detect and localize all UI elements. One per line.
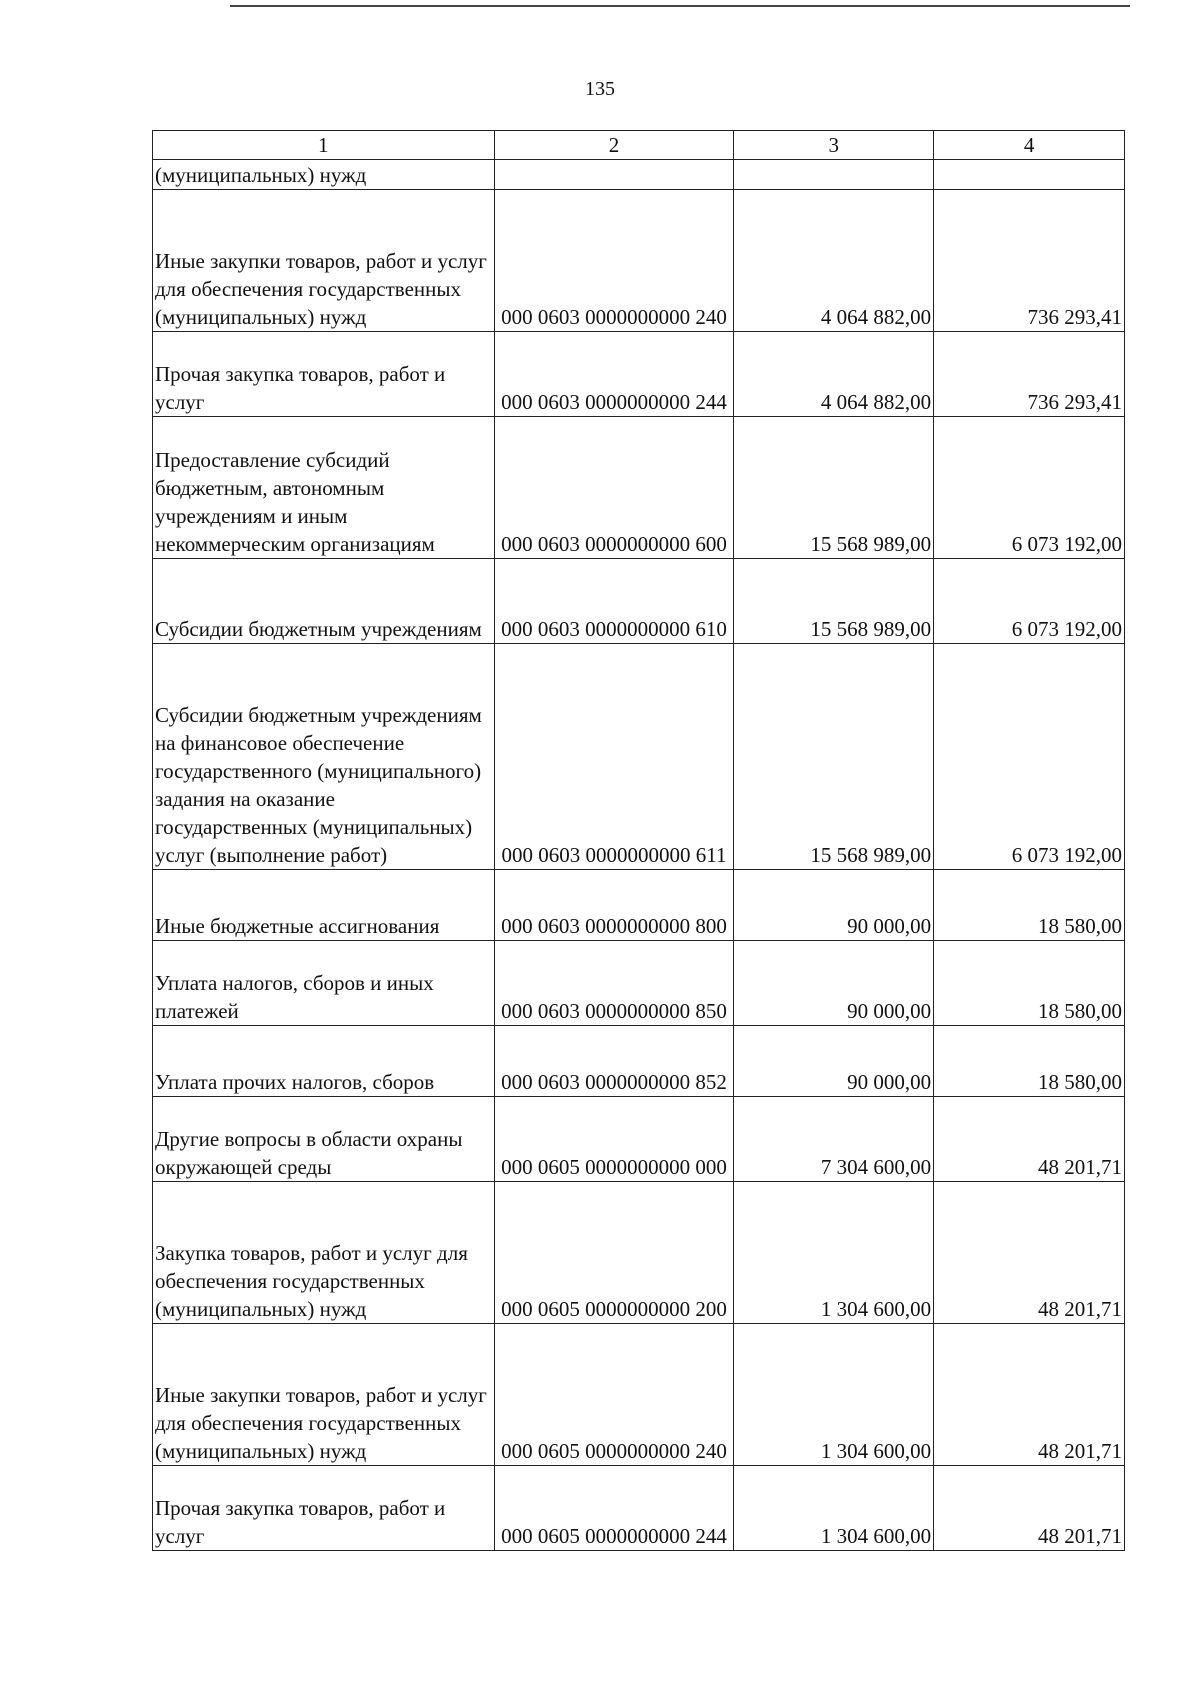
row-col4-value: 48 201,71 [934,1466,1125,1551]
row-col4-value [934,160,1125,190]
row-col4-value: 18 580,00 [934,870,1125,941]
row-name: Иные бюджетные ассигнования [153,870,495,941]
row-col3-value [734,160,934,190]
table-row [153,160,1125,190]
column-header: 1 [153,131,495,160]
row-col4-value: 18 580,00 [934,941,1125,1026]
row-name: Прочая закупка товаров, работ и услуг [153,1466,495,1551]
row-code: 000 0603 0000000000 611 [494,644,734,870]
column-header: 4 [934,131,1125,160]
row-name: Иные закупки товаров, работ и услуг для обеспечения государственных (муниципальных) нужд [153,190,495,332]
row-name: (муниципальных) нужд [153,160,495,190]
row-code: 000 0603 0000000000 600 [494,417,734,559]
row-name: Субсидии бюджетным учреждениям [153,559,495,644]
table-row [153,1182,1125,1324]
row-col4-value: 736 293,41 [934,190,1125,332]
table-row [153,1324,1125,1466]
row-code: 000 0603 0000000000 850 [494,941,734,1026]
row-col3-value: 1 304 600,00 [734,1466,934,1551]
column-header: 2 [494,131,734,160]
row-col3-value: 15 568 989,00 [734,417,934,559]
column-header: 3 [734,131,934,160]
table-row [153,190,1125,332]
row-code [494,160,734,190]
row-code: 000 0605 0000000000 000 [494,1097,734,1182]
row-col3-value: 7 304 600,00 [734,1097,934,1182]
row-name: Прочая закупка товаров, работ и услуг [153,332,495,417]
row-col4-value: 6 073 192,00 [934,644,1125,870]
row-col3-value: 4 064 882,00 [734,332,934,417]
row-col4-value: 18 580,00 [934,1026,1125,1097]
row-col3-value: 15 568 989,00 [734,559,934,644]
row-code: 000 0603 0000000000 852 [494,1026,734,1097]
row-col3-value: 90 000,00 [734,941,934,1026]
scan-top-edge-line [230,5,1130,7]
row-code: 000 0605 0000000000 240 [494,1324,734,1466]
row-col3-value: 90 000,00 [734,1026,934,1097]
budget-table [152,130,1125,1551]
row-name: Уплата налогов, сборов и иных платежей [153,941,495,1026]
row-col3-value: 1 304 600,00 [734,1182,934,1324]
table-row [153,941,1125,1026]
row-name: Уплата прочих налогов, сборов [153,1026,495,1097]
row-code: 000 0603 0000000000 610 [494,559,734,644]
table-row [153,644,1125,870]
row-col4-value: 48 201,71 [934,1324,1125,1466]
page-number: 135 [585,78,615,100]
table-row [153,1026,1125,1097]
row-name: Субсидии бюджетным учреждениям на финансовое обеспечение государственного (муниципального) задания на оказание государственных (муниципальных) услуг (выполнение работ) [153,644,495,870]
table-row [153,332,1125,417]
row-col3-value: 90 000,00 [734,870,934,941]
table-row [153,1097,1125,1182]
row-name: Другие вопросы в области охраны окружающей среды [153,1097,495,1182]
table-row [153,417,1125,559]
table-row [153,870,1125,941]
row-col4-value: 48 201,71 [934,1182,1125,1324]
table-row [153,1466,1125,1551]
row-name: Иные закупки товаров, работ и услуг для обеспечения государственных (муниципальных) нужд [153,1324,495,1466]
row-code: 000 0603 0000000000 244 [494,332,734,417]
row-name: Предоставление субсидий бюджетным, автономным учреждениям и иным некоммерческим организациям [153,417,495,559]
row-code: 000 0605 0000000000 200 [494,1182,734,1324]
row-code: 000 0605 0000000000 244 [494,1466,734,1551]
row-col4-value: 736 293,41 [934,332,1125,417]
table-header-row [153,131,1125,160]
row-col3-value: 1 304 600,00 [734,1324,934,1466]
table-row [153,559,1125,644]
row-col3-value: 15 568 989,00 [734,644,934,870]
row-name: Закупка товаров, работ и услуг для обеспечения государственных (муниципальных) нужд [153,1182,495,1324]
row-code: 000 0603 0000000000 240 [494,190,734,332]
row-code: 000 0603 0000000000 800 [494,870,734,941]
row-col4-value: 6 073 192,00 [934,417,1125,559]
row-col4-value: 48 201,71 [934,1097,1125,1182]
row-col4-value: 6 073 192,00 [934,559,1125,644]
row-col3-value: 4 064 882,00 [734,190,934,332]
